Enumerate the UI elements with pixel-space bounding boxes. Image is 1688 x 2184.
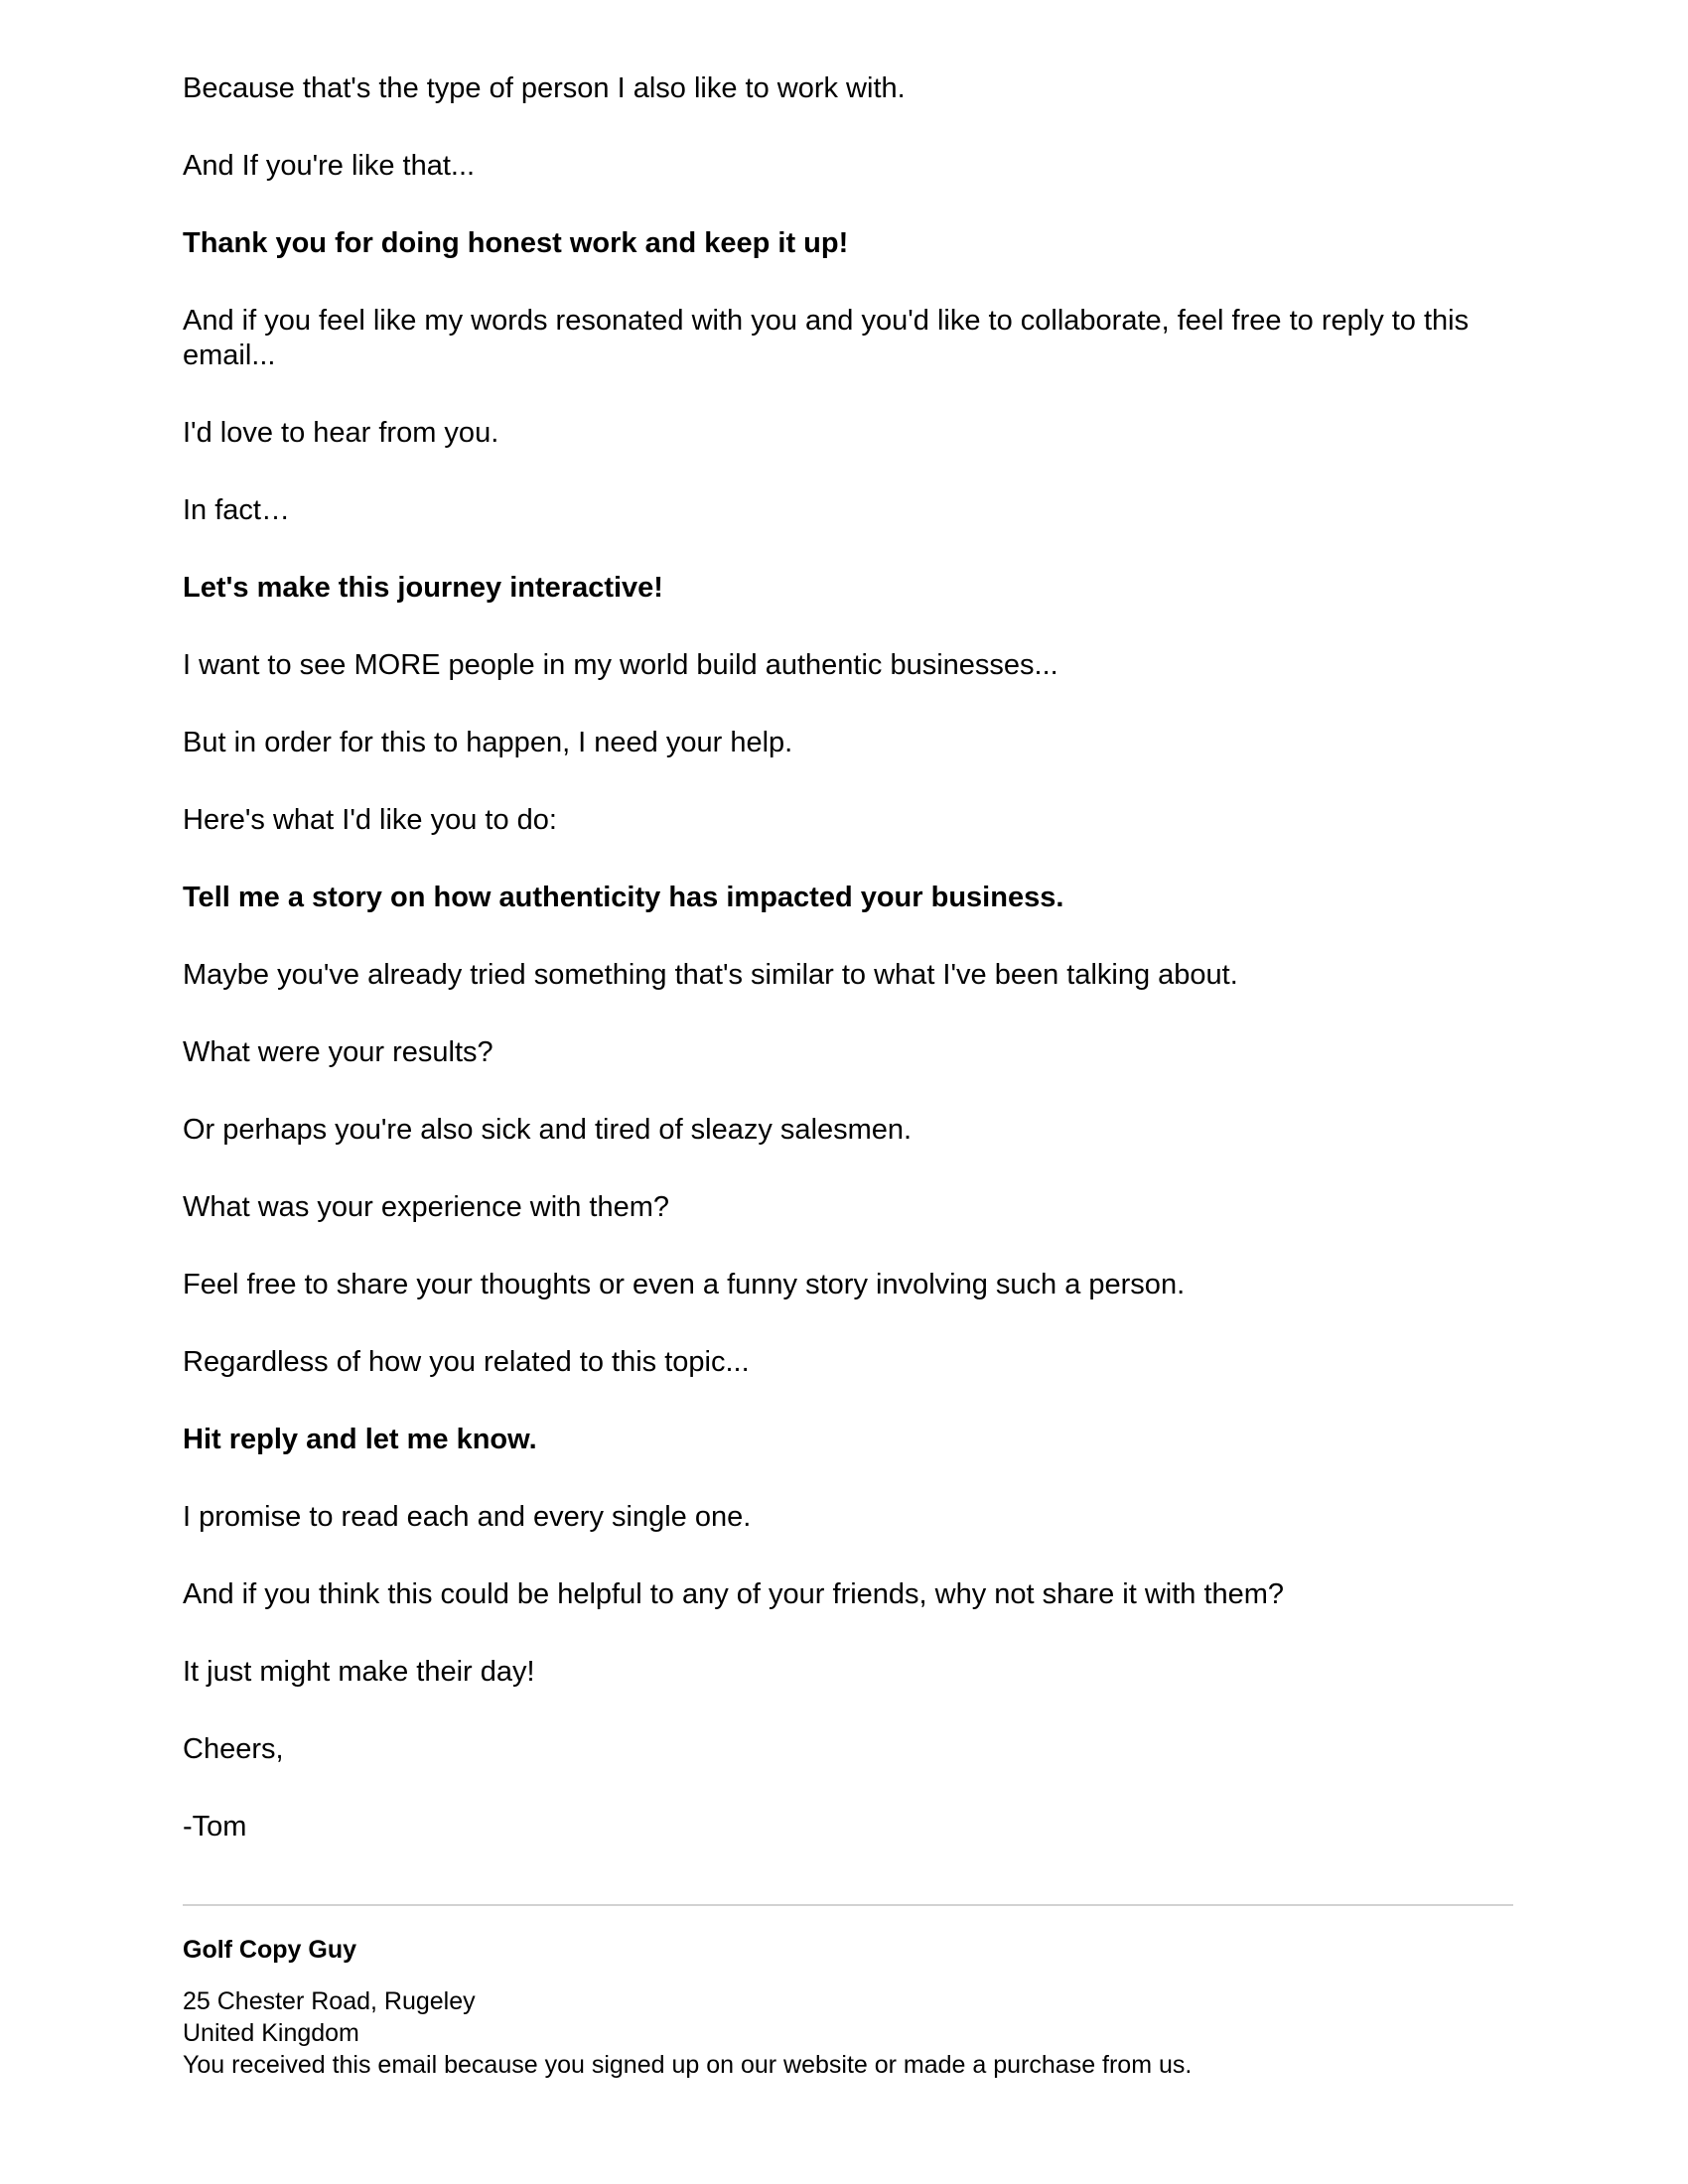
footer [183,1934,1513,2081]
paragraph-interactive: Let's make this journey interactive! [183,572,663,604]
paragraph-tell-story: Tell me a story on how authenticity has impacted your business. [183,882,1064,913]
paragraph-cheers: Cheers, [183,1733,284,1765]
paragraph-sleazy: Or perhaps you're also sick and tired of sleazy salesmen. [183,1114,913,1146]
paragraph-need-help: But in order for this to happen, I need your help. [183,727,793,758]
paragraph-work-with: Because that's the type of person I also like to work with. [183,72,906,104]
paragraph-results: What were your results? [183,1036,493,1068]
paragraph-in-fact: In fact… [183,494,290,526]
paragraph-more-people: I want to see MORE people in my world build authentic businesses... [183,649,1058,681]
signature: -Tom [183,1811,247,1843]
paragraph-like-that: And If you're like that... [183,150,476,182]
email-body [183,71,1513,1887]
paragraph-promise: I promise to read each and every single one. [183,1501,752,1533]
footer-country: United Kingdom [183,2019,359,2047]
paragraph-already-tried: Maybe you've already tried something that's similar to what I've been talking about. [183,959,1238,991]
paragraph-regardless: Regardless of how you related to this topic... [183,1346,750,1378]
footer-company-name: Golf Copy Guy [183,1936,356,1964]
paragraph-make-day: It just might make their day! [183,1656,535,1688]
paragraph-share-thoughts: Feel free to share your thoughts or even a funny story involving such a person. [183,1269,1186,1300]
paragraph-thank-you: Thank you for doing honest work and keep it up! [183,227,849,259]
paragraph-share-friends: And if you think this could be helpful to any of your friends, why not share it with them? [183,1578,1285,1610]
paragraph-love-to-hear: I'd love to hear from you. [183,417,499,449]
paragraph-experience: What was your experience with them? [183,1191,669,1223]
footer-notice: You received this email because you signed up on our website or made a purchase from us. [183,2051,1193,2079]
paragraph-collaborate: And if you feel like my words resonated with you and you'd like to collaborate, feel free to reply to this email... [183,305,1470,371]
paragraph-hit-reply: Hit reply and let me know. [183,1424,537,1455]
footer-divider [183,1904,1513,1906]
paragraph-what-to-do: Here's what I'd like you to do: [183,804,557,836]
footer-address: 25 Chester Road, Rugeley [183,1987,476,2015]
